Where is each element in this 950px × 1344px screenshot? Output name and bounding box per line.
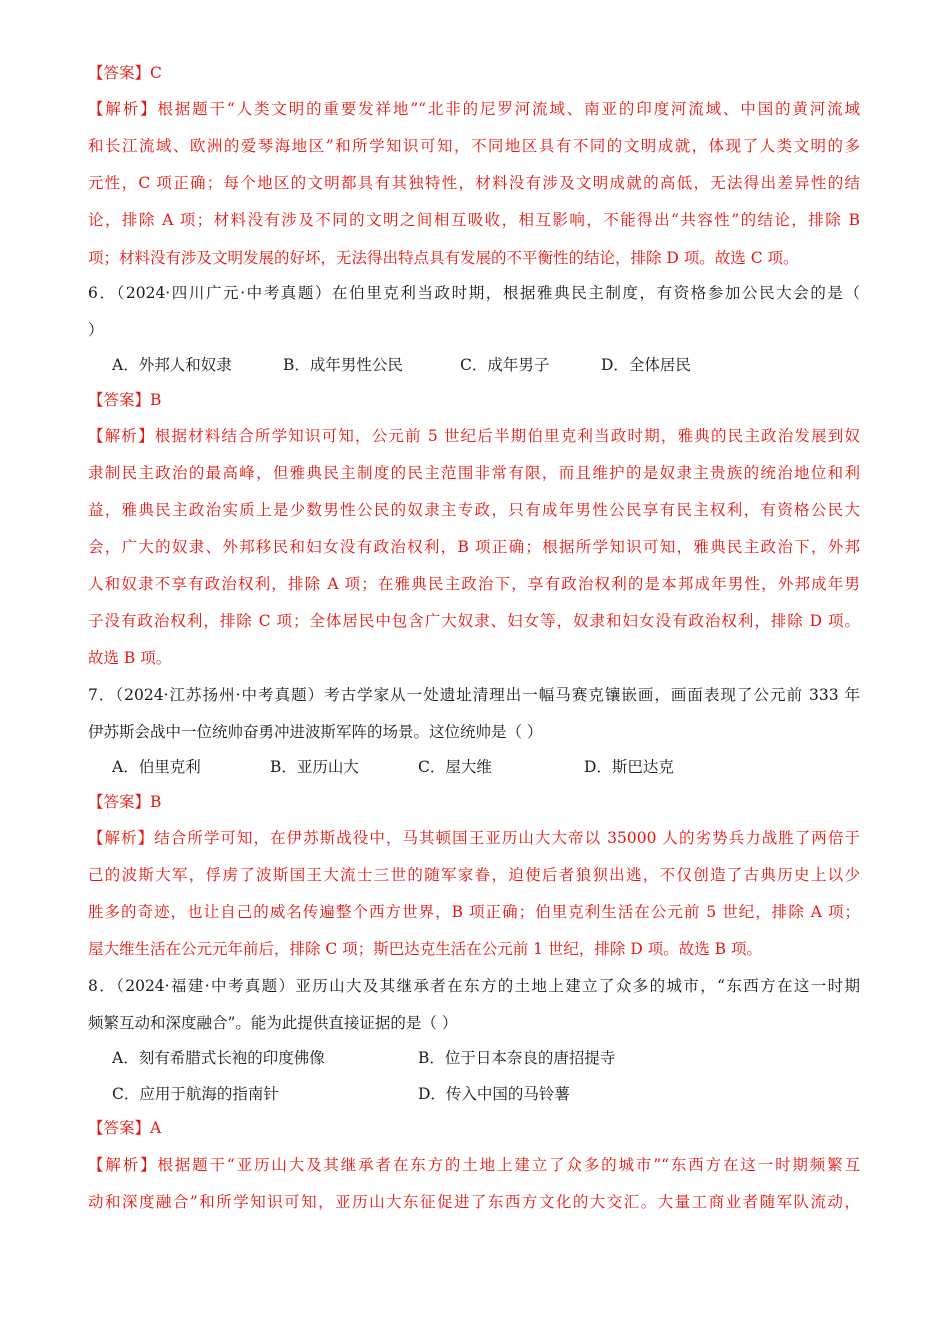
answer-label: 【答案】B (88, 391, 162, 409)
option-a: A．外邦人和奴隶 (112, 356, 232, 374)
analysis-line: 动和深度融合”和所学知识可知，亚历山大东征促进了东西方文化的大交汇。大量工商业者随军队流动， (88, 1193, 860, 1211)
analysis-line: 故选 B 项。 (88, 649, 172, 667)
option-a: A．刻有希腊式长袍的印度佛像 (112, 1049, 325, 1067)
option-b: B．亚历山大 (270, 758, 359, 776)
analysis-line: 己的波斯大军，俘虏了波斯国王大流士三世的随军家眷，迫使后者狼狈出逃，不仅创造了古典历史上以少 (88, 866, 860, 884)
answer-label: 【答案】C (88, 64, 162, 82)
option-d: D．传入中国的马铃薯 (418, 1085, 570, 1103)
analysis-line: 和长江流域、欧洲的爱琴海地区”和所学知识可知，不同地区具有不同的文明成就，体现了人类文明的多 (88, 137, 860, 155)
option-a: A．伯里克利 (112, 758, 201, 776)
question-stem: 6．（2024·四川广元·中考真题）在伯里克利当政时期，根据雅典民主制度，有资格参加公民大会的是（ (88, 284, 860, 302)
question-stem: 频繁互动和深度融合”。能为此提供直接证据的是（ ） (88, 1014, 458, 1032)
analysis-line: 论，排除 A 项；材料没有涉及不同的文明之间相互吸收，相互影响，不能得出“共容性”的结论，排除 B (88, 211, 860, 229)
analysis-line: 【解析】结合所学可知，在伊苏斯战役中，马其顿国王亚历山大大帝以 35000 人的劣势兵力战胜了两倍于 (88, 829, 860, 847)
option-d: D．斯巴达克 (584, 758, 674, 776)
analysis-line: 项；材料没有涉及文明发展的好坏，无法得出特点具有发展的不平衡性的结论，排除 D 项。故选 C 项。 (88, 249, 799, 267)
option-c: C．屋大维 (418, 758, 492, 776)
analysis-line: 隶制民主政治的最高峰，但雅典民主制度的民主范围非常有限，而且维护的是奴隶主贵族的统治地位和利 (88, 464, 860, 482)
question-stem: 7．（2024·江苏扬州·中考真题）考古学家从一处遗址清理出一幅马赛克镶嵌画，画面表现了公元前 333 年 (88, 686, 860, 704)
analysis-line: 【解析】根据材料结合所学知识可知，公元前 5 世纪后半期伯里克利当政时期，雅典的民主政治发展到奴 (88, 427, 860, 445)
answer-label: 【答案】B (88, 793, 162, 811)
option-b: B．位于日本奈良的唐招提寺 (418, 1049, 616, 1067)
question-stem: 8．（2024·福建·中考真题）亚历山大及其继承者在东方的土地上建立了众多的城市，“东西方在这一时期 (88, 977, 860, 995)
analysis-line: 【解析】根据题干“亚历山大及其继承者在东方的土地上建立了众多的城市”“东西方在这一时期频繁互 (88, 1156, 860, 1174)
analysis-line: 元性，C 项正确；每个地区的文明都具有其独特性，材料没有涉及文明成就的高低，无法得出差异性的结 (88, 174, 860, 192)
analysis-line: 益，雅典民主政治实质上是少数男性公民的奴隶主专政，只有成年男性公民享有民主权利，有资格公民大 (88, 501, 860, 519)
option-c: C．应用于航海的指南针 (112, 1085, 279, 1103)
option-c: C．成年男子 (460, 356, 550, 374)
analysis-line: 胜多的奇迹，也让自己的威名传遍整个西方世界，B 项正确；伯里克利生活在公元前 5 世纪，排除 A 项； (88, 903, 860, 921)
question-stem: 伊苏斯会战中一位统帅奋勇冲进波斯军阵的场景。这位统帅是（ ） (88, 723, 543, 741)
analysis-line: 屋大维生活在公元元年前后，排除 C 项；斯巴达克生活在公元前 1 世纪，排除 D 项。故选 B 项。 (88, 940, 762, 958)
option-d: D．全体居民 (601, 356, 691, 374)
question-stem: ） (88, 321, 104, 339)
analysis-line: 【解析】根据题干“人类文明的重要发祥地”“北非的尼罗河流域、南亚的印度河流域、中国的黄河流域 (88, 100, 860, 118)
option-b: B．成年男性公民 (283, 356, 403, 374)
analysis-line: 子没有政治权利，排除 C 项；全体居民中包含广大奴隶、妇女等，奴隶和妇女没有政治权利，排除 D 项。 (88, 612, 860, 630)
answer-label: 【答案】A (88, 1119, 162, 1137)
analysis-line: 人和奴隶不享有政治权利，排除 A 项；在雅典民主政治下，享有政治权利的是本邦成年男性，外邦成年男 (88, 575, 860, 593)
analysis-line: 会，广大的奴隶、外邦移民和妇女没有政治权利，B 项正确；根据所学知识可知，雅典民主政治下，外邦 (88, 538, 860, 556)
